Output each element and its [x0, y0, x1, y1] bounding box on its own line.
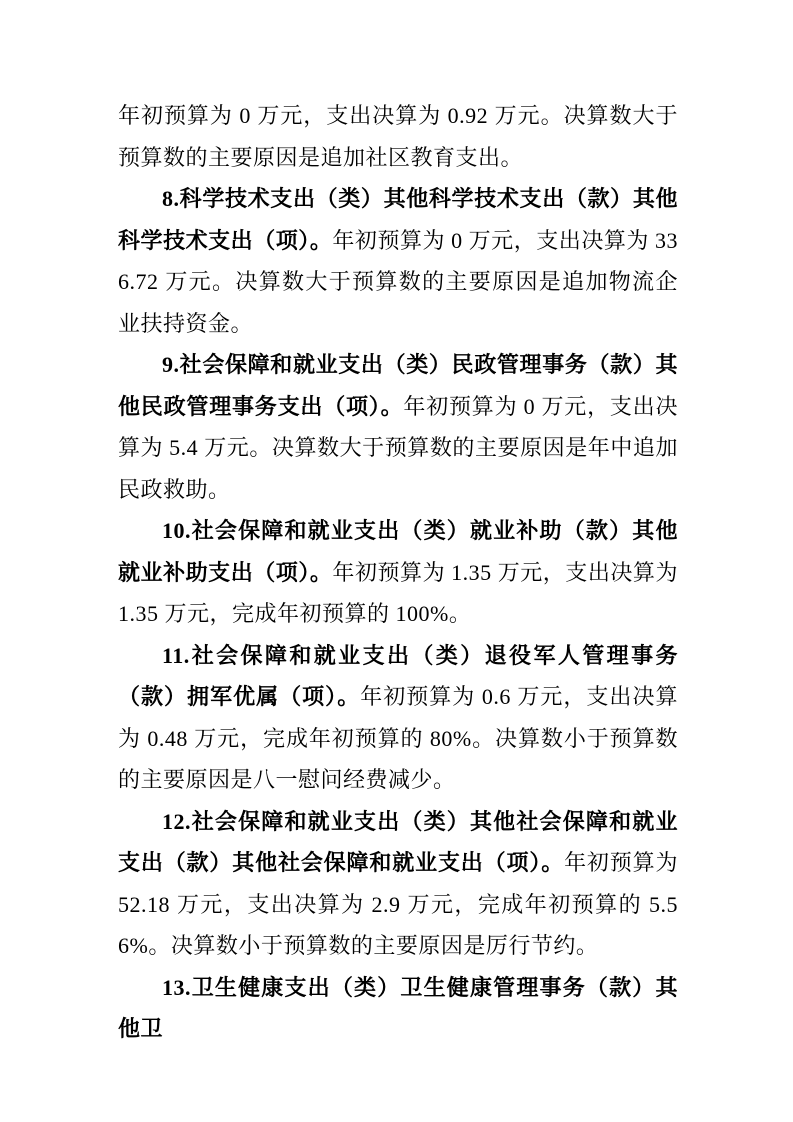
paragraph-lead: 13.卫生健康支出（类）卫生健康管理事务（款）其他卫	[118, 974, 678, 1041]
paragraph-continuation	[118, 95, 678, 178]
paragraph-lead: 12.社会保障和就业支出（类）其他社会保障和就业支出（款）其他社会保障和就业支出（项）。	[118, 808, 678, 875]
paragraph-lead: 9.社会保障和就业支出（类）民政管理事务（款）其他民政管理事务支出（项）。	[118, 352, 678, 419]
paragraph-item-11	[118, 635, 678, 801]
paragraph-body: 年初预算为 0 万元，支出决算为 0.92 万元。决算数大于预算数的主要原因是追加社区教育支出。	[118, 103, 678, 170]
paragraph-lead: 8.科学技术支出（类）其他科学技术支出（款）其他科学技术支出（项）。	[118, 186, 678, 253]
paragraph-lead: 11.社会保障和就业支出（类）退役军人管理事务（款）拥军优属（项）。	[118, 642, 678, 709]
paragraph-item-13	[118, 967, 678, 1050]
paragraph-body: 年初预算为 1.35 万元，支出决算为 1.35 万元，完成年初预算的 100%。	[118, 559, 678, 626]
paragraph-item-12	[118, 801, 678, 967]
paragraph-item-10	[118, 510, 678, 635]
paragraph-body: 年初预算为 0.6 万元，支出决算为 0.48 万元，完成年初预算的 80%。决算数小于预算数的主要原因是八一慰问经费减少。	[118, 684, 678, 792]
paragraph-item-8	[118, 178, 678, 344]
paragraph-body: 年初预算为 0 万元，支出决算为 5.4 万元。决算数大于预算数的主要原因是年中追加民政救助。	[118, 393, 678, 502]
paragraph-body: 年初预算为 0 万元，支出决算为 336.72 万元。决算数大于预算数的主要原因是追加物流企业扶持资金。	[118, 227, 678, 336]
paragraph-body: 年初预算为 52.18 万元，支出决算为 2.9 万元，完成年初预算的 5.56%。决算数小于预算数的主要原因是厉行节约。	[118, 850, 678, 958]
paragraph-lead: 10.社会保障和就业支出（类）就业补助（款）其他就业补助支出（项）。	[118, 518, 678, 585]
paragraph-item-9	[118, 344, 678, 510]
